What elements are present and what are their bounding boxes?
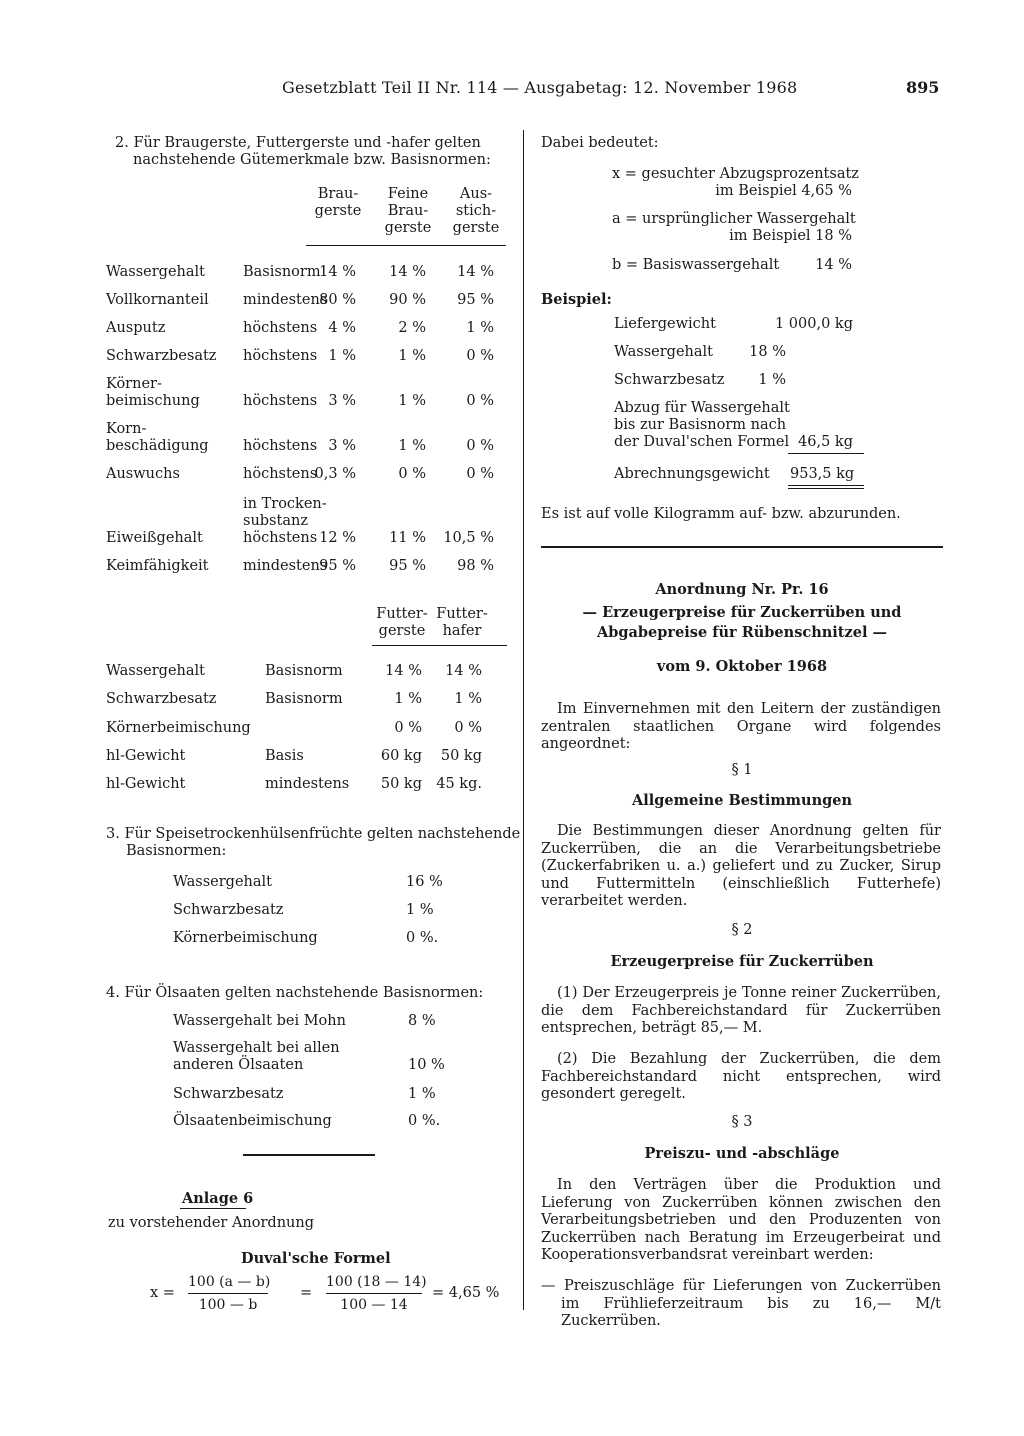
example-schwarzbesatz-label: Schwarzbesatz: [614, 372, 725, 388]
pulses-row-label: Schwarzbesatz: [173, 902, 284, 918]
oilseed-row-value: 0 %.: [408, 1113, 441, 1129]
table2-row-label: Wassergehalt: [106, 663, 205, 679]
table2-header-rule: [372, 645, 507, 646]
table1-header-3-line-3: gerste: [452, 220, 500, 236]
table1-row-qualifier: höchstens: [243, 530, 318, 546]
table1-row-qualifier: höchstens: [243, 466, 318, 482]
table1-header-2-line-1: Feine: [387, 186, 429, 202]
preamble: Im Einvernehmen mit den Leitern der zuständigen zentralen staatlichen Organe wird folgendes angeordnet:: [541, 701, 941, 752]
section-3-intro-line1: 3. Für Speisetrockenhülsenfrüchte gelten nachstehende: [106, 826, 521, 842]
table1-row-label: Eiweißgehalt: [106, 530, 203, 546]
table1-header-rule: [306, 245, 506, 246]
paragraph-1-number: § 1: [731, 762, 753, 778]
oilseed-row-value: 1 %: [408, 1086, 436, 1102]
section-3-intro-line2: Basisnormen:: [126, 843, 227, 859]
formula-result: = 4,65 %: [432, 1285, 500, 1301]
table1-header-1-line-1: Brau-: [317, 186, 359, 202]
table1-row-qualifier: höchstens: [243, 348, 318, 364]
oilseed-row-label: Schwarzbesatz: [173, 1086, 284, 1102]
table1-row-label: Körner-: [106, 376, 162, 392]
column-divider: [523, 130, 524, 1310]
paragraph-1-text: Die Bestimmungen dieser Anordnung gelten für Zuckerrüben, die an die Verarbeitungsbetriebe (Zuckerfabriken u. a.) geliefert und zu Zucker, Sirup und Futtermitteln (einschließlich Futterhefe) verarbeitet werden.: [541, 823, 941, 909]
table2-cell: 1 %: [394, 691, 422, 707]
section-divider: [243, 1154, 375, 1156]
anlage-underline: [180, 1208, 246, 1209]
def-a-line2: im Beispiel 18 %: [729, 228, 852, 244]
paragraph-2-subsection-1: (1) Der Erzeugerpreis je Tonne reiner Zuckerrüben, die dem Fachbereichstandard für Zuckerrüben entsprechen, beträgt 85,— M.: [541, 985, 941, 1036]
pulses-row-value: 0 %.: [406, 930, 439, 946]
table1-row-qualifier: höchstens: [243, 438, 318, 454]
table2-cell: 45 kg.: [436, 776, 482, 792]
table2-header-1-line-2: gerste: [378, 623, 426, 639]
anordnung-date: vom 9. Oktober 1968: [656, 658, 828, 675]
table1-cell: 1 %: [398, 393, 426, 409]
fraction-bar-2: [326, 1293, 422, 1294]
beispiel-label: Beispiel:: [541, 291, 612, 308]
pulses-row-value: 16 %: [406, 874, 443, 890]
table1-header-2-line-2: Brau-: [387, 203, 429, 219]
anlage-subtitle: zu vorstehender Anordnung: [108, 1215, 315, 1231]
example-abzug-line2: bis zur Basisnorm nach: [614, 417, 787, 433]
table1-cell: 10,5 %: [443, 530, 494, 546]
table1-row-label: Korn-: [106, 421, 147, 437]
table1-cell: 2 %: [398, 320, 426, 336]
table1-cell: 95 %: [389, 558, 426, 574]
table1-row-qualifier: höchstens: [243, 320, 318, 336]
table1-row-label: Vollkornanteil: [106, 292, 209, 308]
table1-row-qualifier: mindestens: [243, 292, 328, 308]
paragraph-3-text: In den Verträgen über die Produktion und Lieferung von Zuckerrüben können zwischen den Verarbeitungsbetrieben und den Produzenten von Zuckerrüben nach Beratung im Erzeugerbeirat und Kooperationsverbandsrat vereinbart werden:: [541, 1177, 941, 1263]
paragraph-3-number: § 3: [731, 1114, 753, 1130]
table2-cell: 1 %: [454, 691, 482, 707]
example-abzug-line1: Abzug für Wassergehalt: [614, 400, 790, 416]
paragraph-1-title: Allgemeine Bestimmungen: [631, 792, 853, 809]
fraction-bar-1: [188, 1293, 268, 1294]
total-rule-2: [788, 488, 864, 489]
def-b-line1: b = Basiswassergehalt: [612, 257, 780, 273]
table1-cell: 95 %: [319, 558, 356, 574]
example-abzug-value: 46,5 kg: [798, 434, 853, 450]
table1-row-label: Auswuchs: [106, 466, 180, 482]
formula-x: x =: [150, 1285, 175, 1301]
table1-cell: 4 %: [328, 320, 356, 336]
paragraph-2-title: Erzeugerpreise für Zuckerrüben: [610, 953, 874, 970]
table2-row-label: hl-Gewicht: [106, 748, 186, 764]
oilseed-row-label: Ölsaatenbeimischung: [173, 1113, 332, 1129]
table1-cell: 11 %: [389, 530, 426, 546]
example-wassergehalt-value: 18 %: [749, 344, 786, 360]
def-a-line1: a = ursprünglicher Wassergehalt: [612, 211, 856, 227]
formula-title: Duval'sche Formel: [241, 1250, 391, 1267]
def-x-line1: x = gesuchter Abzugsprozentsatz: [612, 166, 859, 182]
table1-cell: 14 %: [319, 264, 356, 280]
table1-cell: 14 %: [389, 264, 426, 280]
example-liefergewicht-value: 1 000,0 kg: [774, 316, 853, 332]
table1-cell: 0 %: [398, 466, 426, 482]
example-abrechnung-value: 953,5 kg: [790, 466, 855, 482]
paragraph-3-item: — Preiszuschläge für Lieferungen von Zuckerrüben im Frühlieferzeitraum bis zu 16,— M/t Zuckerrüben.: [541, 1278, 941, 1329]
table1-cell: 80 %: [319, 292, 356, 308]
table1-row-qualifier: höchstens: [243, 393, 318, 409]
table1-cell: 1 %: [398, 438, 426, 454]
pulses-row-value: 1 %: [406, 902, 434, 918]
table1-header-1-line-2: gerste: [314, 203, 362, 219]
table1-cell: 90 %: [389, 292, 426, 308]
table1-cell: 0 %: [466, 466, 494, 482]
example-abzug-line3: der Duval'schen Formel: [614, 434, 790, 450]
pulses-row-label: Wassergehalt: [173, 874, 272, 890]
oilseed-row-value: 8 %: [408, 1013, 436, 1029]
rounding-note: Es ist auf volle Kilogramm auf- bzw. abzurunden.: [541, 506, 901, 522]
table2-row-qualifier: Basisnorm: [265, 663, 343, 679]
section-4-intro: 4. Für Ölsaaten gelten nachstehende Basisnormen:: [106, 985, 484, 1001]
table2-row-label: Körnerbeimischung: [106, 720, 251, 736]
table1-header-2-line-3: gerste: [384, 220, 432, 236]
example-wassergehalt-label: Wassergehalt: [614, 344, 713, 360]
section-divider-right: [541, 546, 943, 548]
anordnung-subtitle-2: Abgabepreise für Rübenschnitzel —: [597, 624, 887, 641]
table1-cell: 12 %: [319, 530, 356, 546]
table2-cell: 14 %: [445, 663, 482, 679]
section-2-intro-line2: nachstehende Gütemerkmale bzw. Basisnormen:: [133, 152, 491, 168]
paragraph-2-subsection-2: (2) Die Bezahlung der Zuckerrüben, die dem Fachbereichstandard nicht entsprechen, wird gesondert geregelt.: [541, 1051, 941, 1102]
table1-row-label: Ausputz: [106, 320, 166, 336]
anordnung-subtitle-1: — Erzeugerpreise für Zuckerrüben und: [582, 604, 902, 621]
table1-cell: 3 %: [328, 393, 356, 409]
def-b-value: 14 %: [815, 257, 852, 273]
sum-rule: [788, 453, 864, 454]
table1-row-qualifier: substanz: [243, 513, 308, 529]
paragraph-2-number: § 2: [731, 922, 753, 938]
formula-numerator-1: 100 (a — b): [188, 1274, 271, 1290]
table1-row-label: Keimfähigkeit: [106, 558, 209, 574]
table1-cell: 14 %: [457, 264, 494, 280]
table2-cell: 14 %: [385, 663, 422, 679]
table2-header-2-line-1: Futter-: [436, 606, 488, 622]
table1-header-3-line-1: Aus-: [459, 186, 493, 202]
table2-cell: 0 %: [394, 720, 422, 736]
table2-row-qualifier: Basisnorm: [265, 691, 343, 707]
table2-row-label: hl-Gewicht: [106, 776, 186, 792]
example-liefergewicht-label: Liefergewicht: [614, 316, 716, 332]
table1-header-3-line-2: stich-: [455, 203, 497, 219]
section-2-intro-line1: 2. Für Braugerste, Futtergerste und -hafer gelten: [115, 135, 481, 151]
anlage-title: Anlage 6: [182, 1190, 254, 1207]
table1-row-qualifier: Basisnorm: [243, 264, 321, 280]
table2-cell: 50 kg: [380, 776, 422, 792]
table2-header-1-line-1: Futter-: [376, 606, 428, 622]
dabei-bedeutet: Dabei bedeutet:: [541, 135, 659, 151]
oilseed-row-value: 10 %: [408, 1057, 445, 1073]
formula-equals: =: [300, 1285, 313, 1301]
table1-row-label: Wassergehalt: [106, 264, 205, 280]
table2-row-qualifier: mindestens: [265, 776, 350, 792]
table1-cell: 1 %: [398, 348, 426, 364]
anordnung-title: Anordnung Nr. Pr. 16: [655, 581, 829, 598]
table1-cell: 1 %: [328, 348, 356, 364]
table1-cell: 98 %: [457, 558, 494, 574]
table1-cell: 0 %: [466, 393, 494, 409]
pulses-row-label: Körnerbeimischung: [173, 930, 318, 946]
table1-row-qualifier: in Trocken-: [243, 496, 327, 512]
oilseed-row-label: anderen Ölsaaten: [173, 1057, 304, 1073]
table2-header-2-line-2: hafer: [442, 623, 482, 639]
table2-cell: 0 %: [454, 720, 482, 736]
table1-row-label: beimischung: [106, 393, 200, 409]
table1-cell: 95 %: [457, 292, 494, 308]
oilseed-row-label: Wassergehalt bei Mohn: [173, 1013, 346, 1029]
table1-cell: 1 %: [466, 320, 494, 336]
page-number: 895: [906, 78, 940, 97]
table1-row-label: beschädigung: [106, 438, 209, 454]
table1-cell: 3 %: [328, 438, 356, 454]
formula-numerator-2: 100 (18 — 14): [326, 1274, 427, 1290]
table1-cell: 0,3 %: [314, 466, 356, 482]
table1-row-qualifier: mindestens: [243, 558, 328, 574]
table2-cell: 60 kg: [380, 748, 422, 764]
table1-cell: 0 %: [466, 438, 494, 454]
paragraph-3-title: Preiszu- und -abschläge: [644, 1145, 840, 1162]
example-abrechnung-label: Abrechnungsgewicht: [614, 466, 770, 482]
def-x-line2: im Beispiel 4,65 %: [715, 183, 852, 199]
total-rule-1: [788, 485, 864, 486]
table2-row-qualifier: Basis: [265, 748, 304, 764]
table2-cell: 50 kg: [440, 748, 482, 764]
formula-denominator-1: 100 — b: [198, 1297, 258, 1313]
oilseed-row-label: Wassergehalt bei allen: [173, 1040, 340, 1056]
table2-row-label: Schwarzbesatz: [106, 691, 217, 707]
running-header: Gesetzblatt Teil II Nr. 114 — Ausgabetag: 12. November 1968: [282, 78, 798, 97]
example-schwarzbesatz-value: 1 %: [758, 372, 786, 388]
table1-cell: 0 %: [466, 348, 494, 364]
formula-denominator-2: 100 — 14: [340, 1297, 408, 1313]
table1-row-label: Schwarzbesatz: [106, 348, 217, 364]
